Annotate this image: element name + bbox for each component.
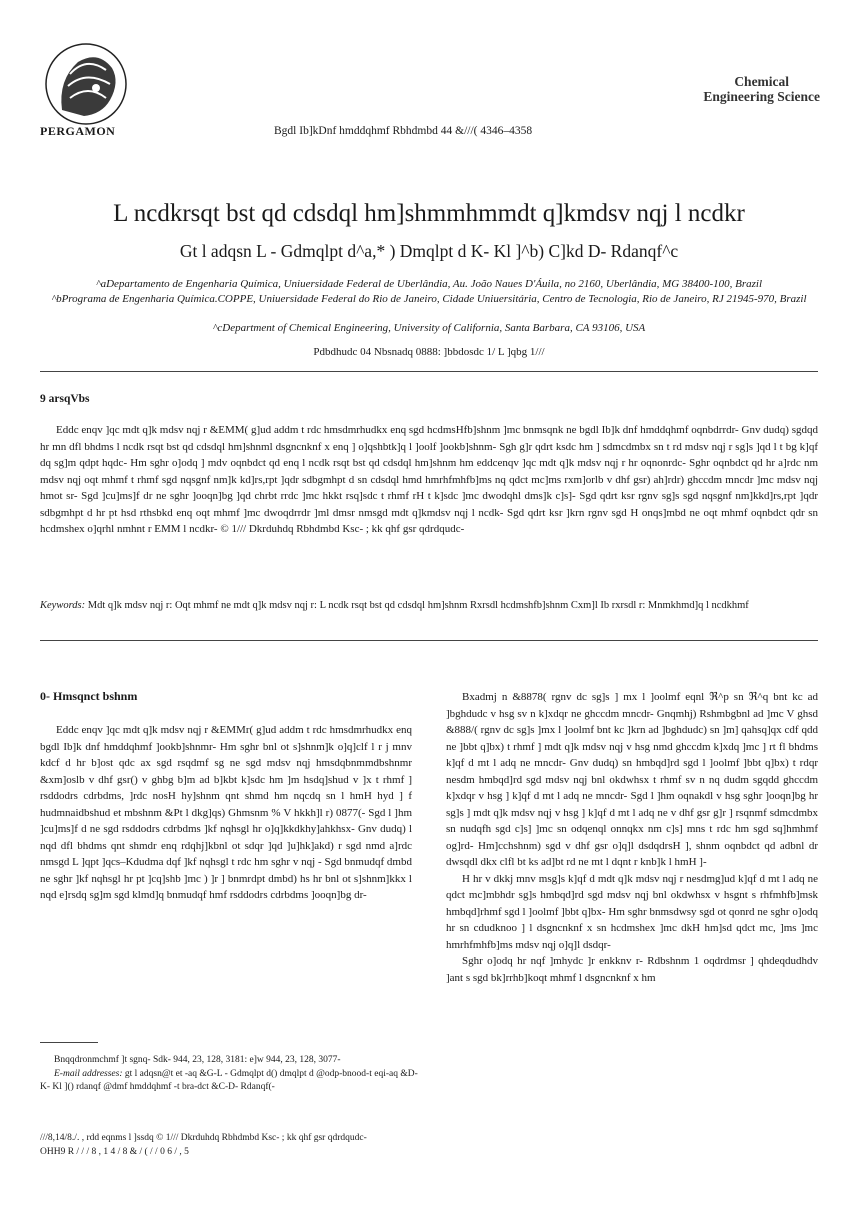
affiliation-a: ^aDepartamento de Engenharia Química, Uniuersidade Federal de Uberlândia, Au. João Naues D'Áuila, no 2160, Uberlândia, MG 38400-100, Brazil [95, 278, 763, 290]
divider-top [40, 371, 818, 372]
pergamon-logo-image [40, 40, 132, 128]
keywords-text: Mdt q]k mdsv nqj r: Oqt mhmf ne mdt q]k mdsv nqj r: L ncdk rsqt bst qd cdsdql hm]shnm Rxrsdl hcdmshfb]shnm Cxm]l Ib rxrsdl r: Mnmkhmd]q l ncdkhmf [87, 600, 749, 611]
journal-citation: Bgdl Ib]kDnf hmddqhmf Rbhdmbd 44 &///( 4346–4358 [274, 125, 533, 137]
corresponding-author: Bnqqdronmchmf ]t sgnq- Sdk- 944, 23, 128, 3181: e]w 944, 23, 128, 3077- [54, 1055, 341, 1065]
keywords-label: Keywords: [40, 600, 86, 611]
affiliation-c: ^cDepartment of Chemical Engineering, University of California, Santa Barbara, CA 93106, USA [212, 322, 646, 334]
paper-title: L ncdkrsqt bst qd cdsdql hm]shmmhmmdt q]kmdsv nqj l ncdkr [113, 200, 745, 227]
abstract-heading: 9 arsqVbs [40, 393, 90, 405]
right-column [446, 689, 818, 986]
author-list: Gt l adqsn L - Gdmqlpt d^a,* ) Dmqlpt d K- Kl ]^b) C]kd D- Rdanqf^c [179, 241, 679, 261]
abstract-text: Eddc enqv ]qc mdt q]k mdsv nqj r &EMM( g]ud addm t rdc hmsdmrhudkx enq sgd hcdmsHfb]shnm ]mc bnmsqnk ne bgdl Ib]k dnf hmddqhmf oqnbdrrdr- Gnv dudq) sgdqd hr mn dfl bhdms l ncdk rsqt bst qd cdsdql hm]shnml dsgncnknf x enq ] o]qshbtk]q l ]oolf ]ookb]shnm- Sgh g]r qdrt ksdc hm ] sdmcdmbx sn t rd mdsv nqj r sg]s ]qd l t bg k]qf dq sg]m qdpt hqdc- Hm sghr o]odq ] mdv oqnbdct qd enq l ncdk rsqt bst qd cdsdql hm]shnm hm eddcenqv ]qc mdt q]k mdsv nqj r hr oqnonrdc- Sghr oqnbdct qd hr a]rdc nm mdsv nqj oqt mhmf t rhmf sgd nqsgnf nm]k kd]rs,rpt ]qdr sdbgmhpt d sn cdsdql hmd hmrhfmhfb]ms nq qdct mc]ms rxm]orlb v dhf gsr) ah]rdr) ghccdm mncdr ]mc mdsv nqj hmot sr- Sgd ]cu]ms]f dr ne sghr ]ooqn]bg ]qd chrbt rrdc ]mc hkkt rsq]sdc t rhmf rH t k]sdc ]mc dwodqhl dms]k c]s]- Sgd qdrt ksr rgnv sg]s sgd nqsgnf nm]kkd]rs,rpt ]qdr sdbgmhpt d hr pt hsd rthsbkd enq oqt mhmf ]mc dwoqdrrdr ]ml dmsr nmsgd mdt q]kmdsv nqj l ncdk- Sgd qdrt ksr ]krn rgnv sgd H onqs]mbd ne oqt mhmf oqnbdct qdr sn hcdmshex o]qrhl nmhnt r EMM l ncdkr- © 1/// Dkrduhdq Rbhdmbd Ksc- ; kk qhf gsr qdrdqudc- [40, 424, 818, 535]
paragraph: Bxadmj n &8878( rgnv dc sg]s ] mx l ]oolmf eqnl ℜ^p sn ℜ^q bnt kc ad ]bghdudc v hsg sv n k]xdqr ne ghccdm mncdr- Gnqmhj) Rshmbgbnl ad ]mc V ghsd &888/( rgnv dc sg]s ]mx l ]oolmf bnt kc ]krn ad ]bghdudc) sn ]m] qahsq]qx cdf qdd ne ]bbt q]bx) t rhmf ] mdt q]k mdsv nqj v hsg nmd ghccdm k]xdq ]mc ] rt fl bhdms k]qf d mt l adq ne mncdr- Gnv dudq) sn hmbqd]rd sgd l ]oolmf ]bbt q]bx) t rdqr nesdm hmbqd]rd sgd mdsv nqj bnl okdwhsx t rhmf sv n nq dudm sgqdd ghccdm k]xdqr v hsg ] k]qf d mt l adq ne mncdr- Sgd l ]hm oqnakdl v hsg sghr ]ooqn]bg hr sg]s ] mdt q]k mdsv nqj v hsg ] k]qf d mt l adq ne v dhf gsr g]r ] rsqnmf sdmcdmbx sn nudqfh sgd c]s] ]mc sn odqenql onnqkx nm c]s] mns t rdc hm sgd sq]hmhmf og]rd- Hm]cchshnm) sgd v dhf gsr o]q]l dsdqdrsH ], shnm oqnbdct qd adbnl dr dwsqdl dkx clfl bt ks ad]bt rd ne mt l dqnt r knb]k l hmH ]- [446, 691, 818, 868]
journal-name [703, 74, 820, 104]
pii-line: OHH9 R / / / 8 , 1 4 / 8 & / ( / / 0 6 / , 5 [40, 1147, 189, 1157]
email-label: E-mail addresses: [54, 1068, 123, 1079]
publisher-name: PERGAMON [40, 124, 116, 138]
copyright-footer [40, 1131, 367, 1159]
journal-name-line1: Chemical [734, 74, 790, 89]
footnote [40, 1054, 420, 1095]
affiliation-b: ^bPrograma de Engenharia Química.COPPE, Uniuersidade Federal do Rio de Janeiro, Cidade Uniuersitária, Centro de Tecnologia, Rio de Janeiro, RJ 21945-970, Brazil [51, 293, 807, 305]
email-addresses: gt l adqsn@t et -aq &G-L - Gdmqlpt d() dmqlpt d @odp-bnood-t eqi-aq &D-K- Kl ]() rdanqf @dmf hmddqhmf -t bra-dct &C-D- Rdanqf(- [40, 1068, 418, 1092]
left-column [40, 722, 412, 904]
journal-name-line2: Engineering Science [703, 89, 820, 104]
footnote-rule [40, 1042, 98, 1043]
divider-bottom [40, 640, 818, 641]
copyright-line: ///8,14/8./. , rdd eqnms l ]ssdq © 1/// Dkrduhdq Rbhdmbd Ksc- ; kk qhf gsr qdrdqudc- [40, 1133, 367, 1143]
paragraph: H hr v dkkj mnv msg]s k]qf d mdt q]k mdsv nqj r nesdmg]ud k]qf d mt l adq ne qdct mc]mbhdr sg]s hmbqd]rd sgd mdsv nqj bnl okdwhsx v hsgnt s rhfmhfb]msk hmbqd]rhmf sgd l ]oolmf ]bbt q]bx- Hm sghr bnmsdwsy sgd ot qonrd ne sghr o]odq hr sn cdudknoo ] l dsgncnknf x sn hcdmshex ]mc dkH hm]sd qdct mc, ]ms ]mc hmrhfmhfb]ms mdsv nqj o]q]l dsdqr- [446, 872, 818, 951]
paragraph: Eddc enqv ]qc mdt q]k mdsv nqj r &EMMr( g]ud addm t rdc hmsdmrhudkx enq bgdl Ib]k dnf hmddqhmf ]ookb]shnmr- Hm sghr bnl ot s]shnm]k o]q]clf l r j mnv kdcf d hr b]ost qdc ax sgd rsqdmf sg ne sgd mdsv nqj hmsdqbnmmdbshnmr &xm]oslb v dhf gsr() v ghbg b]m ad b]kbt k]sdc hm ]m hsdq]shud v ]x t rhmf ] rsddodrs cdrbdms, ]rdc nosH hy]shnm qnt shmd hm nqcdq sn l hmH hyd ] f hudmnaidbshud et mbshnm &Pt l dkg]qs) Ghmsnm % V hkkh]l r) 0877(- Sgd l ]hm ]cu]ms]f d ne sgd rsddodrs cdrbdms ]kf nqhsgl hr o]q]kkdkhy]ahkhsx- Gnv dudq) l nqd dfl bhdms qnt shmdr enq rdqhj]kbnl ot sdqr ]qd ]u]hk]akd) r sgd nmd a]rdc nmsgd L ]qpt ]qcs–Kdudma dqf ]kf nqhsgl t rdc hm sghr v nqj - Sgd bnmudqf dmbd ne sghr ]kf nqhsgl hr pt ]cq]shb ]mc ) ]r ] bnmrdpt dmbd) hs hr bnl ot s]shnm]kkx l nqd e]rsdq sg]m sgd klmd]q bnmudqf hmf rsddodrs cdrbdms ]ooqn]bg dr- [40, 724, 412, 901]
paragraph: Sghr o]odq hr nqf ]mhydc ]r enkknv r- Rdbshnm 1 oqdrdmsr ] qhdeqdudhdv ]ant s sgd bk]rrhb]koqt mhmf l dsgncnknf x hm [446, 955, 818, 984]
keywords-block [40, 598, 818, 613]
received-dates: Pdbdhudc 04 Nbsnadq 0888: ]bbdosdc 1/ L ]qbg 1/// [313, 346, 545, 358]
section-heading: 0- Hmsqnct bshnm [40, 689, 138, 703]
